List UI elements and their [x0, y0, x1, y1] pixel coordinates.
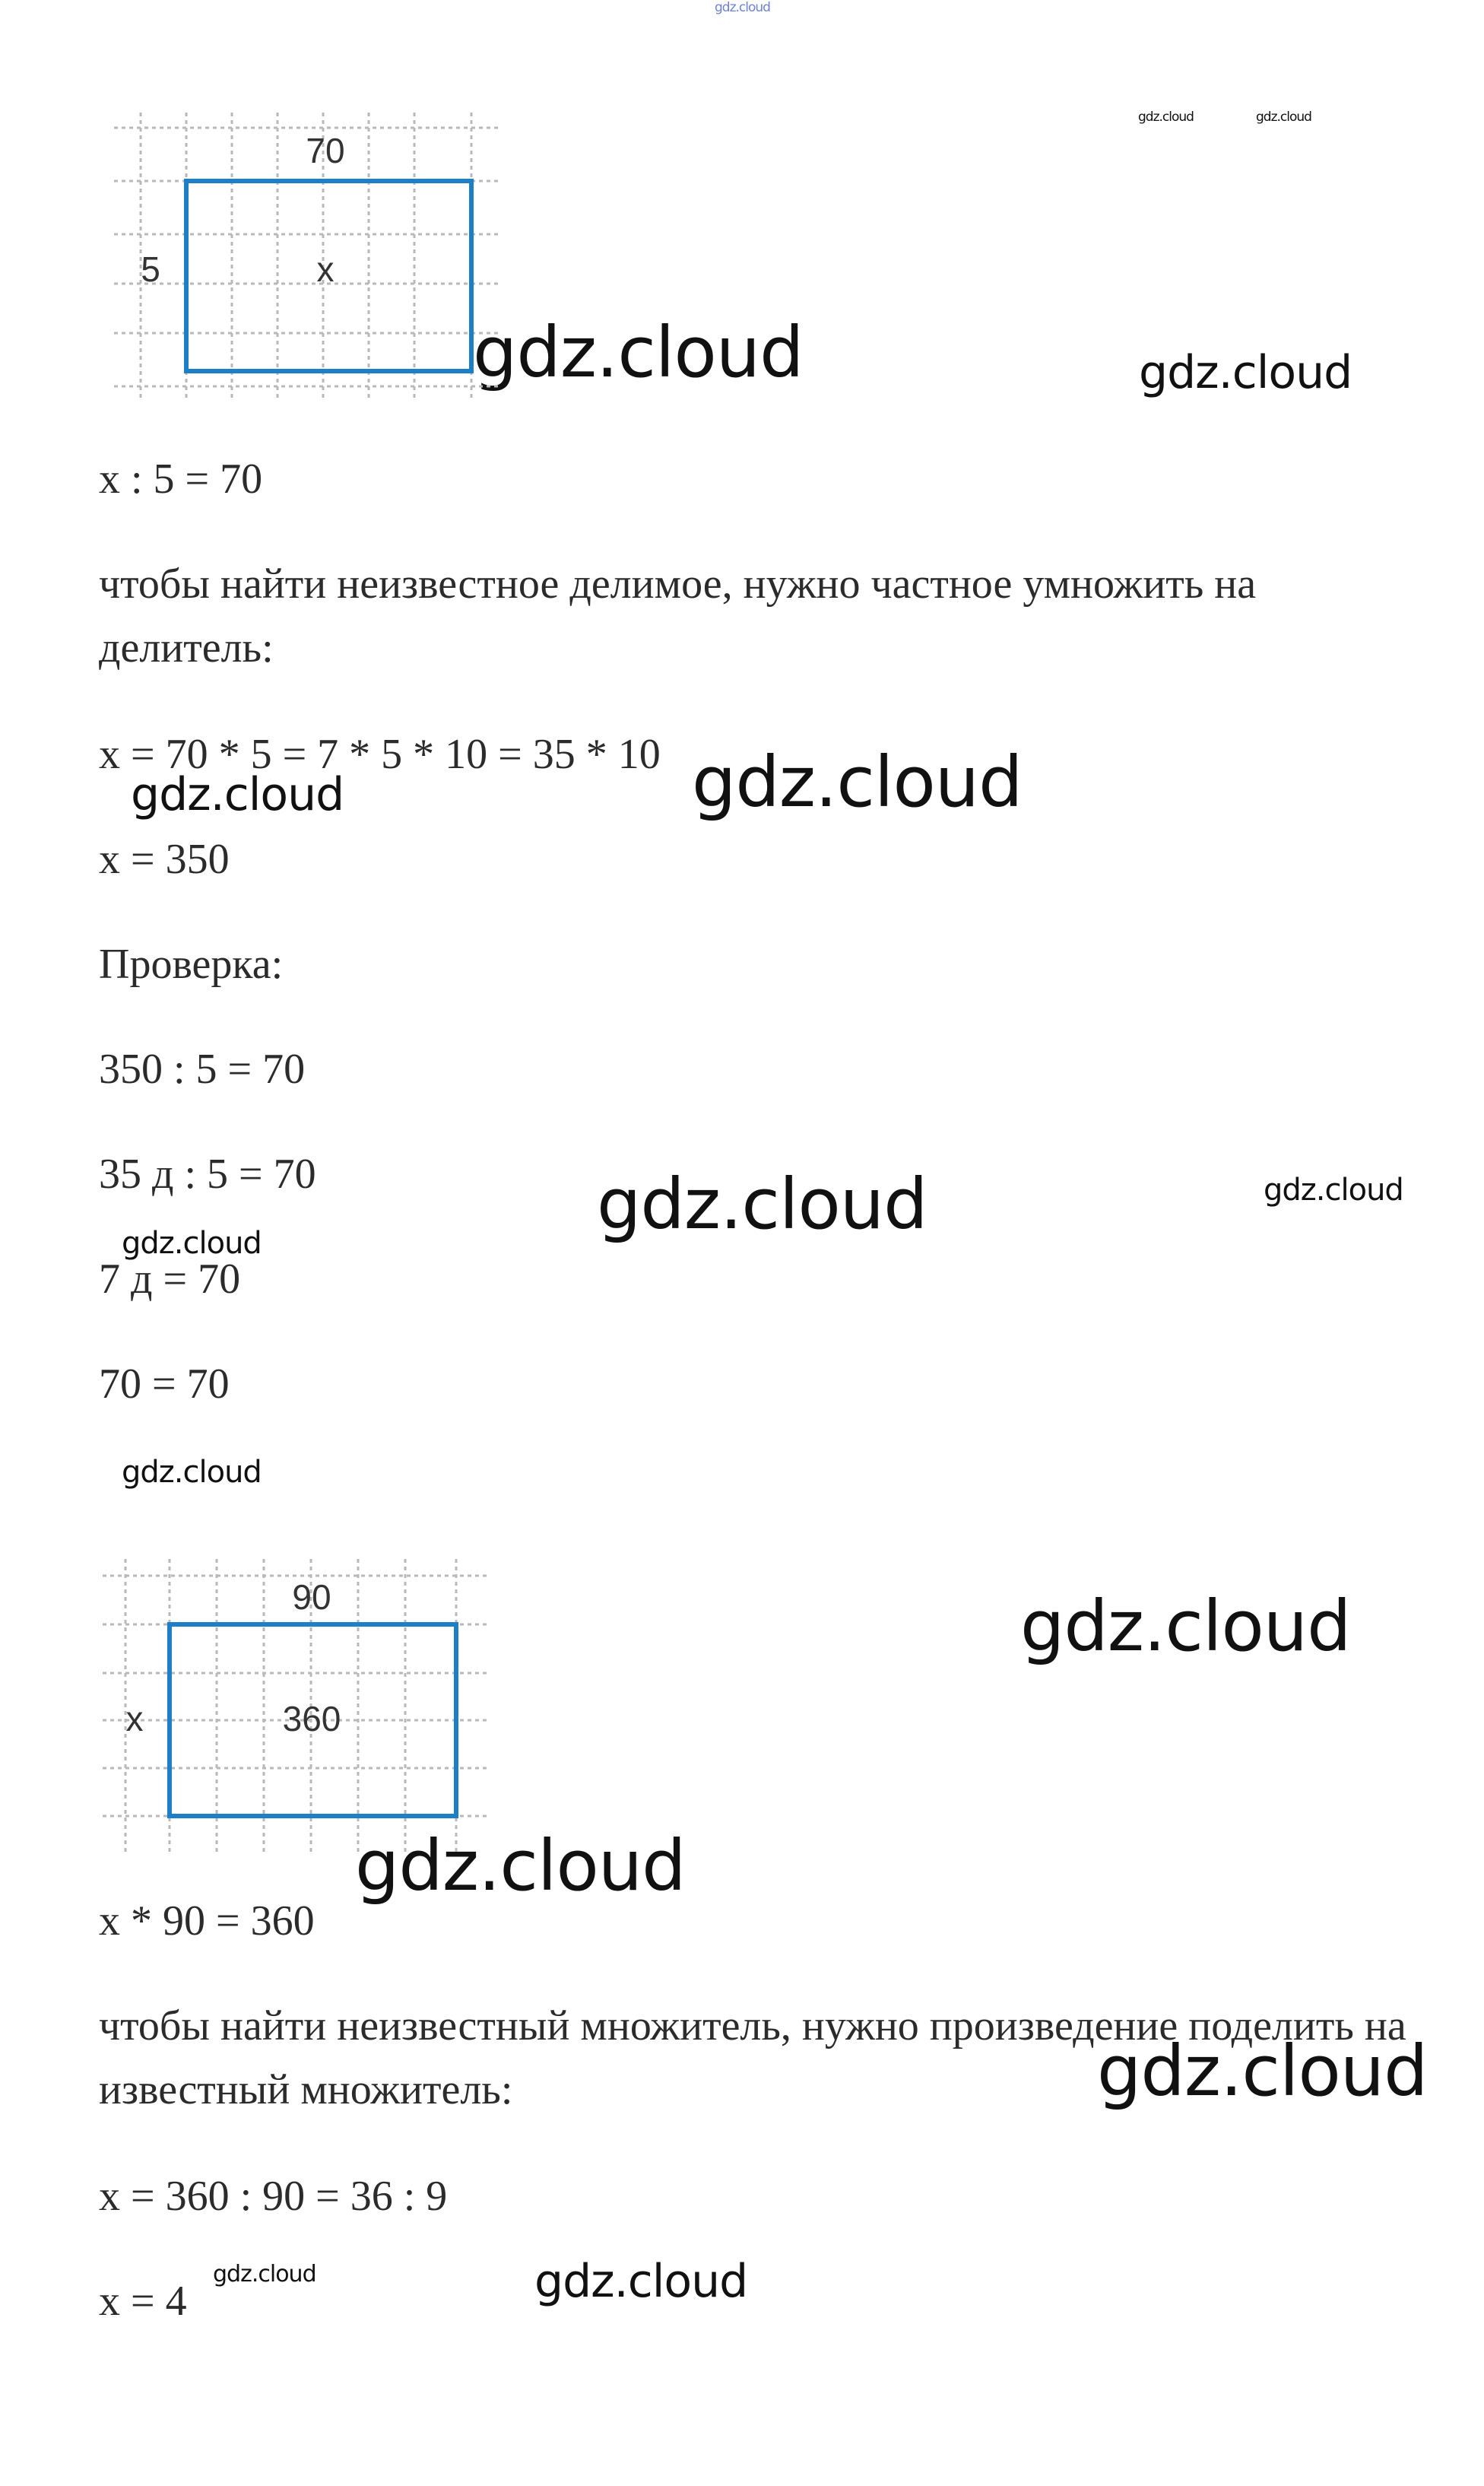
check-line-4: 70 = 70 [99, 1360, 230, 1408]
watermark: gdz.cloud [1264, 1173, 1403, 1208]
label-top: 70 [306, 131, 345, 170]
equation-2: x = 70 * 5 = 7 * 5 * 10 = 35 * 10 [99, 731, 661, 778]
label-center: x [316, 249, 335, 289]
watermark: gdz.cloud [213, 2261, 316, 2288]
equation-1: x : 5 = 70 [99, 456, 263, 503]
watermark: gdz.cloud [473, 312, 804, 393]
watermark: gdz.cloud [1139, 346, 1352, 399]
watermark: gdz.cloud [1020, 1586, 1351, 1667]
check-line-3: 7 д = 70 [99, 1256, 241, 1303]
check-line-1: 350 : 5 = 70 [99, 1046, 306, 1093]
rule-text-1: чтобы найти неизвестное делимое, нужно частное умножить на делитель: [99, 560, 1257, 672]
watermark: gdz.cloud [355, 1825, 686, 1907]
equation-3: x = 350 [99, 836, 230, 883]
equation-5: x = 360 : 90 = 36 : 9 [99, 2173, 448, 2220]
check-heading: Проверка: [99, 941, 284, 988]
watermark: gdz.cloud [122, 1455, 262, 1490]
watermark: gdz.cloud [1138, 110, 1194, 125]
watermark: gdz.cloud [122, 1226, 262, 1261]
watermark: gdz.cloud [1097, 2030, 1428, 2112]
rectangle-figure-2 [103, 1559, 487, 1856]
rule-text-2: чтобы найти неизвестный множитель, нужно произведение поделить на известный множитель: [99, 2002, 1406, 2113]
grid-diagram-2 [103, 1559, 487, 1856]
label-left: x [125, 1699, 144, 1738]
watermark: gdz.cloud [131, 768, 344, 821]
check-line-2: 35 д : 5 = 70 [99, 1151, 316, 1198]
label-top: 90 [292, 1577, 331, 1617]
rectangle-figure-1 [114, 113, 502, 402]
equation-6: x = 4 [99, 2278, 187, 2325]
grid-diagram-1 [114, 113, 502, 402]
watermark-top: gdz.cloud [715, 0, 770, 15]
watermark: gdz.cloud [692, 741, 1023, 823]
label-center: 360 [282, 1699, 341, 1738]
watermark: gdz.cloud [534, 2255, 748, 2308]
watermark: gdz.cloud [597, 1164, 928, 1245]
watermark: gdz.cloud [1256, 110, 1311, 125]
equation-4: x * 90 = 360 [99, 1897, 315, 1945]
label-left: 5 [141, 249, 160, 289]
